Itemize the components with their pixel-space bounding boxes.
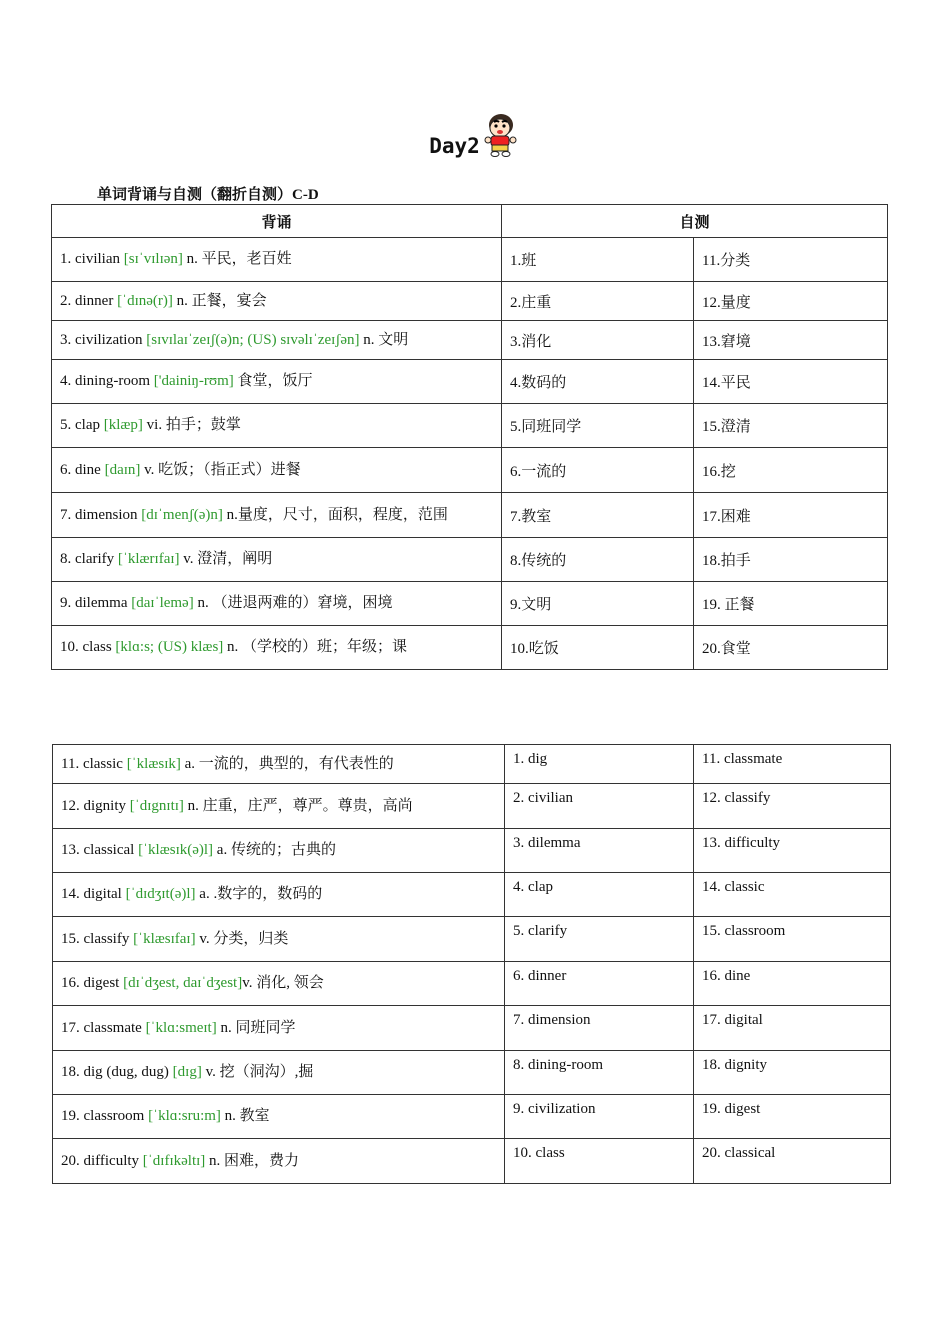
vocab-phonetic: [klɑ:s; (US) klæs] <box>115 639 224 655</box>
table-row <box>53 829 891 873</box>
vocab-word: 11. classic <box>61 755 127 772</box>
self-test-cell: 20.食堂 <box>694 626 888 670</box>
vocab-word: 7. dimension <box>60 506 142 523</box>
vocab-entry-cell <box>53 1095 505 1139</box>
self-test-cell: 15.澄清 <box>694 404 888 448</box>
vocab-phonetic: [ˈklærɪfaɪ] <box>117 551 180 567</box>
table-row <box>52 282 888 321</box>
table-row <box>52 448 888 493</box>
self-test-cell: 2.庄重 <box>502 282 694 321</box>
self-test-cell: 15. classroom <box>694 917 891 962</box>
self-test-cell: 1. dig <box>505 745 694 784</box>
self-test-cell: 17. digital <box>694 1006 891 1051</box>
vocab-phonetic: [sɪˈvɪlɪən] <box>123 251 183 267</box>
self-test-cell: 14. classic <box>694 873 891 917</box>
vocab-entry-cell <box>53 1006 505 1051</box>
self-test-cell: 8.传统的 <box>502 538 694 582</box>
vocab-entry-cell <box>52 360 502 404</box>
table-row <box>53 1051 891 1095</box>
vocab-word: 4. dining-room <box>60 373 154 389</box>
vocab-definition: n. 教室 <box>220 1108 270 1124</box>
vocab-table-2-body <box>53 745 891 1184</box>
vocab-definition: v. 挖（洞沟）,掘 <box>201 1064 314 1080</box>
self-test-cell: 3.消化 <box>502 321 694 360</box>
vocab-entry-cell <box>53 1051 505 1095</box>
vocab-entry-cell <box>52 238 502 282</box>
section-subtitle: 单词背诵与自测（翻折自测）C-D <box>97 187 319 203</box>
self-test-cell: 7.教室 <box>502 493 694 538</box>
self-test-cell: 8. dining-room <box>505 1051 694 1095</box>
self-test-cell: 11. classmate <box>694 745 891 784</box>
vocab-phonetic: [ˈklæsɪk] <box>126 755 181 772</box>
vocab-word: 8. clarify <box>60 551 118 567</box>
self-test-cell: 12.量度 <box>694 282 888 321</box>
self-test-cell: 9.文明 <box>502 582 694 626</box>
vocab-word: 9. dilemma <box>60 595 132 611</box>
vocab-entry-cell <box>52 282 502 321</box>
table-row <box>53 1006 891 1051</box>
vocab-phonetic: [ˈklɑ:sru:m] <box>148 1108 221 1124</box>
table-row <box>53 917 891 962</box>
self-test-cell: 16. dine <box>694 962 891 1006</box>
self-test-cell: 17.困难 <box>694 493 888 538</box>
self-test-cell: 20. classical <box>694 1139 891 1184</box>
self-test-cell: 9. civilization <box>505 1095 694 1139</box>
vocab-definition: n. 庄重，庄严，尊严。尊贵，高尚 <box>183 797 413 814</box>
table-row <box>53 873 891 917</box>
self-test-cell: 6.一流的 <box>502 448 694 493</box>
vocab-word: 20. difficulty <box>61 1152 143 1169</box>
header-self-test: 自测 <box>502 205 888 238</box>
vocab-phonetic: [ˈklɑ:smeɪt] <box>145 1019 217 1036</box>
self-test-cell: 11.分类 <box>694 238 888 282</box>
vocab-word: 16. digest <box>61 975 124 991</box>
vocab-definition: n. 平民，老百姓 <box>182 251 292 267</box>
vocab-entry-cell <box>53 745 505 784</box>
self-test-cell: 16.挖 <box>694 448 888 493</box>
self-test-cell: 3. dilemma <box>505 829 694 873</box>
self-test-cell: 13.窘境 <box>694 321 888 360</box>
vocab-definition: n.量度，尺寸，面积，程度，范围 <box>222 506 448 523</box>
vocab-word: 3. civilization <box>60 331 147 348</box>
vocab-definition: n. （进退两难的）窘境，困境 <box>193 595 393 611</box>
self-test-cell: 19. digest <box>694 1095 891 1139</box>
vocab-entry-cell <box>52 448 502 493</box>
vocab-definition: n. 文明 <box>359 331 409 348</box>
vocab-definition: v. 消化, 领会 <box>242 975 324 991</box>
vocab-phonetic: [ˈklæsɪfaɪ] <box>133 930 196 947</box>
vocab-entry-cell <box>53 962 505 1006</box>
vocab-entry-cell <box>53 784 505 829</box>
vocab-word: 17. classmate <box>61 1019 146 1036</box>
table-row <box>52 321 888 360</box>
vocab-definition: 食堂，饭厅 <box>233 373 313 389</box>
vocab-phonetic: [ˈdɪgnɪtɪ] <box>129 797 184 814</box>
table-row <box>52 538 888 582</box>
table-row <box>52 360 888 404</box>
vocab-word: 10. class <box>60 639 116 655</box>
table-header-row <box>52 205 888 238</box>
table-row <box>52 626 888 670</box>
table-row <box>52 493 888 538</box>
vocab-definition: a. 一流的，典型的，有代表性的 <box>180 755 394 772</box>
vocab-word: 2. dinner <box>60 292 118 309</box>
self-test-cell: 7. dimension <box>505 1006 694 1051</box>
table-row <box>53 1139 891 1184</box>
table-row <box>52 404 888 448</box>
vocab-word: 18. dig (dug, dug) <box>61 1064 173 1080</box>
vocab-entry-cell <box>53 917 505 962</box>
vocab-phonetic: [sɪvɪlaɪˈzeɪʃ(ə)n; (US) sɪvəlɪˈzeɪʃən] <box>146 331 360 348</box>
vocab-word: 6. dine <box>60 461 105 478</box>
vocab-entry-cell <box>52 493 502 538</box>
vocab-table-1-body <box>52 238 888 670</box>
self-test-cell: 6. dinner <box>505 962 694 1006</box>
title-area <box>0 112 950 158</box>
vocab-phonetic: [daɪˈlemə] <box>131 595 194 611</box>
vocab-definition: n. 正餐，宴会 <box>172 292 267 309</box>
vocab-definition: a. 传统的；古典的 <box>213 842 336 858</box>
self-test-cell: 10.吃饭 <box>502 626 694 670</box>
vocab-word: 1. civilian <box>60 251 124 267</box>
vocab-entry-cell <box>52 404 502 448</box>
self-test-cell: 14.平民 <box>694 360 888 404</box>
self-test-cell: 5. clarify <box>505 917 694 962</box>
vocab-phonetic: [ˈdɪnə(r)] <box>117 292 173 309</box>
table-row <box>53 1095 891 1139</box>
table-row <box>53 784 891 829</box>
header-recite: 背诵 <box>52 205 502 238</box>
vocab-phonetic: [ˈdɪdʒɪt(ə)l] <box>125 886 196 902</box>
vocab-word: 14. digital <box>61 886 126 902</box>
table-row <box>53 962 891 1006</box>
vocab-table-2 <box>52 744 891 1184</box>
vocab-definition: n. （学校的）班；年级；课 <box>223 639 408 655</box>
vocab-definition: n. 同班同学 <box>216 1019 296 1036</box>
self-test-cell: 1.班 <box>502 238 694 282</box>
page-title: Day2 <box>429 134 480 158</box>
self-test-cell: 4. clap <box>505 873 694 917</box>
self-test-cell: 5.同班同学 <box>502 404 694 448</box>
vocab-table-1 <box>51 204 888 670</box>
self-test-cell: 18.拍手 <box>694 538 888 582</box>
vocab-entry-cell <box>53 829 505 873</box>
vocab-word: 13. classical <box>61 842 139 858</box>
vocab-phonetic: [klæp] <box>103 417 143 433</box>
self-test-cell: 13. difficulty <box>694 829 891 873</box>
vocab-entry-cell <box>52 538 502 582</box>
vocab-phonetic: [daɪn] <box>104 461 141 478</box>
vocab-phonetic: [dɪˈdʒest, daɪˈdʒest] <box>123 975 243 991</box>
vocab-definition: a. .数字的，数码的 <box>195 886 323 902</box>
vocab-phonetic: [ˈklæsɪk(ə)l] <box>138 842 214 858</box>
vocab-definition: vi. 拍手；鼓掌 <box>142 417 241 433</box>
vocab-word: 15. classify <box>61 930 134 947</box>
table-row <box>52 582 888 626</box>
vocab-phonetic: [dɪˈmenʃ(ə)n] <box>141 506 223 523</box>
vocab-word: 12. dignity <box>61 797 130 814</box>
vocab-definition: v. 吃饭；（指正式）进餐 <box>140 461 301 478</box>
self-test-cell: 10. class <box>505 1139 694 1184</box>
vocab-definition: v. 澄清，阐明 <box>179 551 273 567</box>
vocab-phonetic: [ˈdɪfɪkəltɪ] <box>142 1152 206 1169</box>
self-test-cell: 2. civilian <box>505 784 694 829</box>
vocab-entry-cell <box>52 626 502 670</box>
table-row <box>52 238 888 282</box>
self-test-cell: 12. classify <box>694 784 891 829</box>
cartoon-boy-mascot-icon <box>481 112 521 158</box>
vocab-entry-cell <box>53 1139 505 1184</box>
self-test-cell: 4.数码的 <box>502 360 694 404</box>
vocab-phonetic: ['dainiŋ-rʊm] <box>153 373 234 389</box>
vocab-phonetic: [dɪg] <box>172 1064 202 1080</box>
vocab-word: 19. classroom <box>61 1108 149 1124</box>
vocab-entry-cell <box>53 873 505 917</box>
vocab-entry-cell <box>52 321 502 360</box>
self-test-cell: 18. dignity <box>694 1051 891 1095</box>
vocab-definition: n. 困难，费力 <box>205 1152 300 1169</box>
vocab-definition: v. 分类，归类 <box>195 930 289 947</box>
self-test-cell: 19. 正餐 <box>694 582 888 626</box>
vocab-word: 5. clap <box>60 417 104 433</box>
vocab-entry-cell <box>52 582 502 626</box>
table-row <box>53 745 891 784</box>
